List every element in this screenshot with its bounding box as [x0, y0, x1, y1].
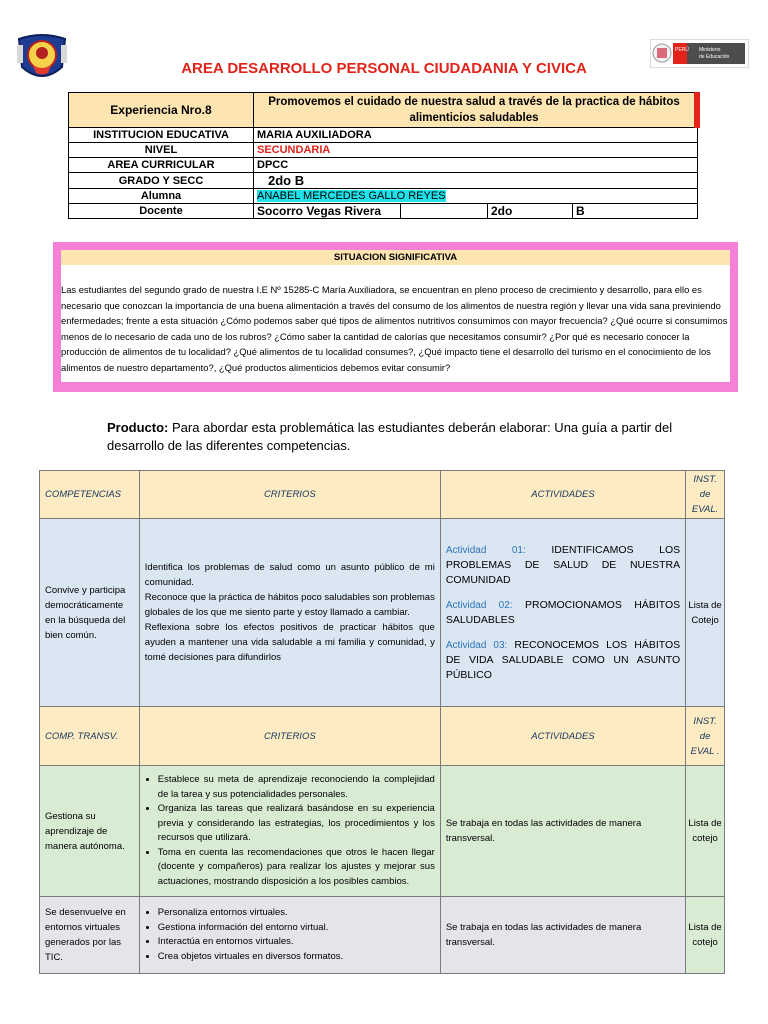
competencia-convive: Convive y participa democráticamente en la búsqueda del bien común.: [40, 519, 140, 707]
actividades-tic: Se trabaja en todas las actividades de manera transversal.: [440, 897, 685, 974]
criterios-convive: Identifica los problemas de salud como un asunto público de mi comunidad. Reconoce que la práctica de hábitos poco saludables son problemas globales de los que me siento parte y estoy llamado a cambiar. Reflexiona sobre los efectos positivos de practicar hábitos que ayuden a mantener una vida saludable a mi familia y comunidad, y tomé decisiones para difundirlos: [139, 519, 440, 707]
competencia-tic: Se desenvuelve en entornos virtuales generados por las TIC.: [40, 897, 140, 974]
criterio-gestiona-3: • Toma en cuenta las recomendaciones que otros le hacen llegar (docente y compañeros) para realizar los ajustes y mejorar sus actuaciones, mostrando disposición a los posibles cambios.: [158, 846, 435, 890]
alumna-name-highlight: ANABEL MERCEDES GALLO REYES: [257, 190, 446, 202]
actividad-02: Actividad 02: PROMOCIONAMOS HÁBITOS SALUDABLES: [445, 598, 681, 626]
row-value-nivel: SECUNDARIA: [254, 143, 698, 158]
header-actividades: ACTIVIDADES: [440, 471, 685, 519]
header-inst-eval-2: INST. de EVAL .: [686, 707, 725, 766]
row-label-alumna: Alumna: [69, 189, 254, 204]
document-title: AREA DESARROLLO PERSONAL CIUDADANIA Y CIVICA: [181, 60, 587, 77]
row-value-institucion: MARIA AUXILIADORA: [254, 128, 698, 143]
row-label-institucion: INSTITUCION EDUCATIVA: [69, 128, 254, 143]
row-label-grado: GRADO Y SECC: [69, 173, 254, 189]
header-inst-eval: INST. de EVAL.: [686, 471, 725, 519]
header-actividades-2: ACTIVIDADES: [440, 707, 685, 766]
situacion-title: SITUACION SIGNIFICATIVA: [61, 250, 730, 265]
producto-paragraph: [107, 419, 687, 455]
docente-blank-cell: [401, 204, 488, 219]
criterio-tic-1: • Personaliza entornos virtuales.: [158, 906, 435, 921]
svg-text:Ministerio: Ministerio: [699, 47, 721, 53]
experiencia-label: Experiencia Nro.8: [69, 93, 254, 128]
instrumento-gestiona: Lista de cotejo: [686, 766, 725, 897]
row-value-alumna: [254, 189, 698, 204]
docente-name: Socorro Vegas Rivera: [254, 204, 401, 219]
header-comp-transv: COMP. TRANSV.: [40, 707, 140, 766]
docente-grado: 2do: [488, 204, 573, 219]
header-criterios-2: CRITERIOS: [139, 707, 440, 766]
competencias-table: [39, 470, 725, 974]
criterio-tic-3: • Interactúa en entornos virtuales.: [158, 935, 435, 950]
row-label-nivel: NIVEL: [69, 143, 254, 158]
row-value-grado: 2do B: [254, 173, 698, 189]
row-label-area: AREA CURRICULAR: [69, 158, 254, 173]
row-label-docente: Docente: [69, 204, 254, 219]
actividades-gestiona: Se trabaja en todas las actividades de manera transversal.: [440, 766, 685, 897]
experiencia-title: Promovemos el cuidado de nuestra salud a través de la practica de hábitos alimenticios saludables: [254, 93, 698, 128]
row-value-area: DPCC: [254, 158, 698, 173]
docente-secc: B: [573, 204, 698, 219]
criterios-gestiona: [139, 766, 440, 897]
instrumento-tic: Lista de cotejo: [686, 897, 725, 974]
svg-text:PERÚ: PERÚ: [675, 47, 689, 53]
criterio-gestiona-2: • Organiza las tareas que realizará basándose en su experiencia previa y considerando las estrategias, los procedimientos y los recursos que utilizará.: [158, 802, 435, 846]
actividades-list: [440, 519, 685, 707]
criterios-tic: [139, 897, 440, 974]
school-crest-logo: [15, 33, 69, 85]
criterio-tic-4: • Crea objetos virtuales en diversos formatos.: [158, 950, 435, 965]
competencia-gestiona: Gestiona su aprendizaje de manera autónoma.: [40, 766, 140, 897]
producto-label: Producto:: [107, 420, 169, 435]
actividad-03: Actividad 03: RECONOCEMOS LOS HÁBITOS DE VIDA SALUDABLE COMO UN ASUNTO PÚBLICO: [445, 638, 681, 681]
criterio-tic-2: • Gestiona información del entorno virtual.: [158, 921, 435, 936]
situacion-box: [53, 242, 738, 392]
instrumento-convive: Lista de Cotejo: [686, 519, 725, 707]
svg-text:de Educación: de Educación: [699, 54, 730, 60]
situacion-text: Las estudiantes del segundo grado de nuestra I.E Nº 15285-C María Auxiliadora, se encuentran en pleno proceso de crecimiento y desarrollo, para ello es necesario que conozcan la importancia de una buena alimentación a través del consumo de los alimentos de nuestra región y llevar una vida sana previniendo enfermedades; frente a esta situación ¿Cómo podemos saber qué tipos de alimentos nutritivos consumimos con mayor frecuencia? ¿Qué ocurre si consumimos menos de lo necesario de cada uno de los rubros? ¿Cómo saber la cantidad de calorías que necesitamos consumir? ¿Por qué es necesario conocer la producción de alimentos de tu localidad? ¿Qué alimentos de tu localidad consumes?, ¿Qué impacto tiene el desarrollo del turismo en el conocimiento de los alimentos de nuestro departamento?, ¿Qué productos alimenticios debemos evitar consumir?: [61, 284, 728, 373]
situacion-inner: [61, 250, 730, 382]
header-competencias: COMPETENCIAS: [40, 471, 140, 519]
info-table: [68, 92, 700, 219]
actividad-01: Actividad 01: IDENTIFICAMOS LOS PROBLEMAS DE SALUD DE NUESTRA COMUNIDAD: [445, 543, 681, 586]
header-criterios: CRITERIOS: [139, 471, 440, 519]
criterio-gestiona-1: • Establece su meta de aprendizaje reconociendo la complejidad de la tarea y sus potencialidades personales.: [158, 773, 435, 802]
producto-text: Para abordar esta problemática las estudiantes deberán elaborar: Una guía a partir del desarrollo de las diferentes competencias.: [107, 420, 673, 453]
